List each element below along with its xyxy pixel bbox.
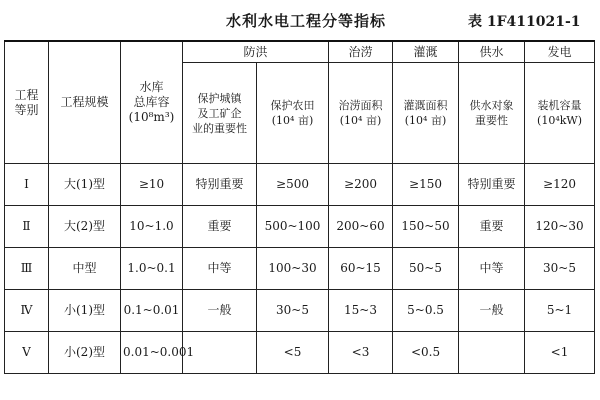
header-waterlogging: 治涝	[329, 41, 393, 63]
table-row	[5, 206, 595, 248]
cell-grade: Ⅳ	[5, 290, 49, 332]
cell-installed-capacity: <1	[525, 332, 595, 374]
cell-waterlogging-area: 60~15	[329, 248, 393, 290]
header-flood-control: 防洪	[183, 41, 329, 63]
cell-protect-city: 重要	[183, 206, 257, 248]
cell-supply-importance: 重要	[459, 206, 525, 248]
cell-protect-farmland: ≥500	[257, 164, 329, 206]
cell-protect-farmland: 100~30	[257, 248, 329, 290]
cell-irrigation-area: <0.5	[393, 332, 459, 374]
cell-scale: 大(2)型	[49, 206, 121, 248]
cell-grade: Ⅲ	[5, 248, 49, 290]
cell-supply-importance	[459, 332, 525, 374]
cell-grade: Ⅱ	[5, 206, 49, 248]
cell-waterlogging-area: 200~60	[329, 206, 393, 248]
header-water-supply: 供水	[459, 41, 525, 63]
cell-supply-importance: 特别重要	[459, 164, 525, 206]
cell-waterlogging-area: 15~3	[329, 290, 393, 332]
cell-irrigation-area: ≥150	[393, 164, 459, 206]
title-row	[0, 0, 600, 38]
cell-capacity: 1.0~0.1	[121, 248, 183, 290]
cell-capacity: 0.1~0.01	[121, 290, 183, 332]
cell-supply-importance: 中等	[459, 248, 525, 290]
header-irrigation: 灌溉	[393, 41, 459, 63]
table-row	[5, 290, 595, 332]
cell-protect-city: 一般	[183, 290, 257, 332]
header-power: 发电	[525, 41, 595, 63]
cell-protect-farmland: <5	[257, 332, 329, 374]
document-title: 水利水电工程分等指标	[226, 12, 387, 30]
cell-supply-importance: 一般	[459, 290, 525, 332]
cell-capacity: ≥10	[121, 164, 183, 206]
cell-irrigation-area: 50~5	[393, 248, 459, 290]
subheader-installed-capacity: 装机容量 (10⁴kW)	[525, 63, 595, 164]
cell-capacity: 10~1.0	[121, 206, 183, 248]
subheader-supply-importance: 供水对象 重要性	[459, 63, 525, 164]
cell-scale: 小(1)型	[49, 290, 121, 332]
cell-protect-city: 中等	[183, 248, 257, 290]
cell-installed-capacity: 5~1	[525, 290, 595, 332]
cell-protect-farmland: 30~5	[257, 290, 329, 332]
cell-irrigation-area: 5~0.5	[393, 290, 459, 332]
cell-capacity: 0.01~0.001	[121, 332, 183, 374]
cell-grade: Ⅴ	[5, 332, 49, 374]
cell-waterlogging-area: ≥200	[329, 164, 393, 206]
cell-waterlogging-area: <3	[329, 332, 393, 374]
cell-scale: 大(1)型	[49, 164, 121, 206]
cell-installed-capacity: 120~30	[525, 206, 595, 248]
cell-scale: 小(2)型	[49, 332, 121, 374]
cell-scale: 中型	[49, 248, 121, 290]
cell-protect-farmland: 500~100	[257, 206, 329, 248]
cell-grade: Ⅰ	[5, 164, 49, 206]
subheader-protect-city: 保护城镇 及工矿企 业的重要性	[183, 63, 257, 164]
cell-protect-city: 特别重要	[183, 164, 257, 206]
table-row	[5, 332, 595, 374]
table-row	[5, 164, 595, 206]
cell-installed-capacity: ≥120	[525, 164, 595, 206]
header-grade: 工程 等别	[5, 41, 49, 164]
header-scale: 工程规模	[49, 41, 121, 164]
subheader-waterlogging-area: 治涝面积 (10⁴ 亩)	[329, 63, 393, 164]
grading-table	[4, 40, 595, 374]
subheader-irrigation-area: 灌溉面积 (10⁴ 亩)	[393, 63, 459, 164]
cell-installed-capacity: 30~5	[525, 248, 595, 290]
cell-irrigation-area: 150~50	[393, 206, 459, 248]
subheader-protect-farmland: 保护农田 (10⁴ 亩)	[257, 63, 329, 164]
header-capacity: 水库 总库容 (10⁸m³)	[121, 41, 183, 164]
table-row	[5, 248, 595, 290]
table-number: 表 1F411021-1	[468, 14, 581, 30]
